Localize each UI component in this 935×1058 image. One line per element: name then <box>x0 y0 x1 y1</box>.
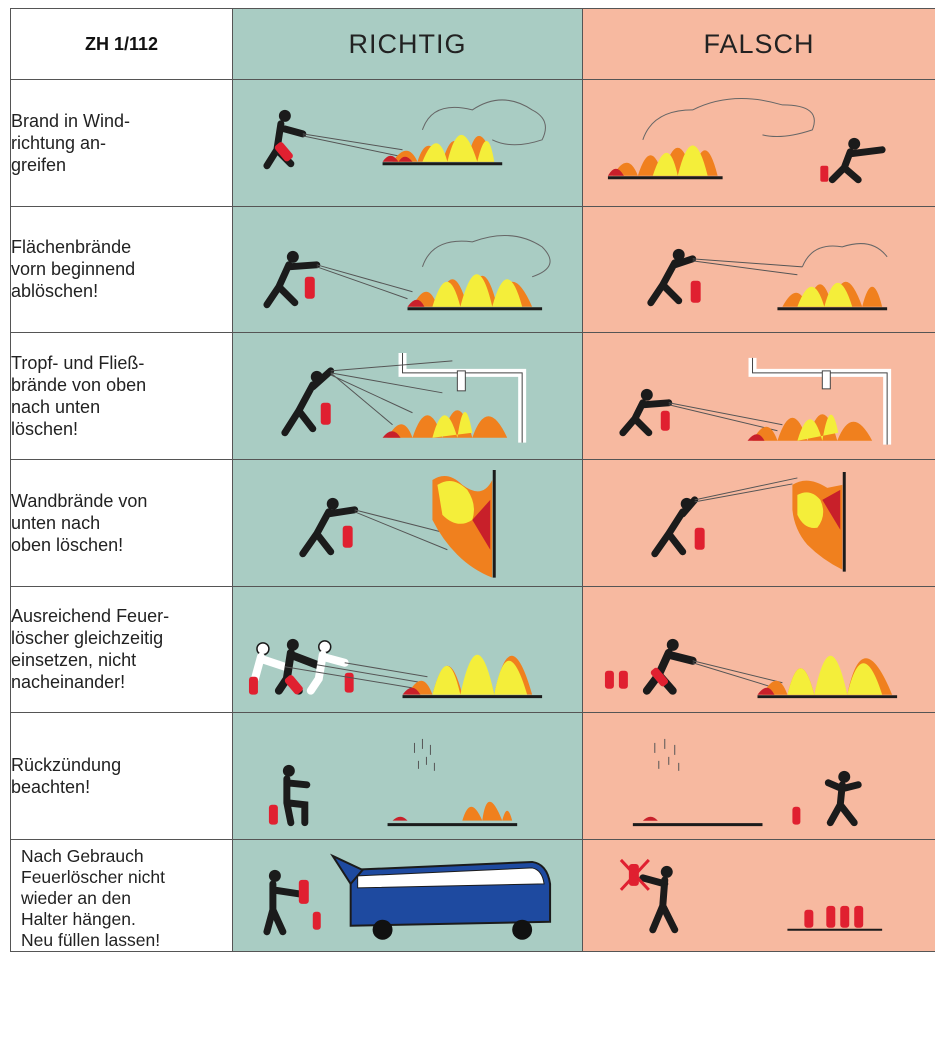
flame-icon <box>383 135 495 162</box>
illustration-right <box>233 206 583 333</box>
smoke-icon <box>414 739 434 771</box>
illustration-right <box>233 459 583 586</box>
illustration-wrong <box>583 206 935 333</box>
extinguisher-icon <box>840 906 849 928</box>
flame-icon <box>403 654 533 694</box>
instruction-sheet <box>10 8 935 1058</box>
table-row <box>11 586 935 713</box>
reignition-right-illustration <box>233 713 582 839</box>
dripping-fire-wrong-illustration <box>583 333 935 459</box>
table-row <box>11 713 935 840</box>
smoke-icon <box>422 100 545 145</box>
row-label: Tropf- und Fließ- brände von oben nach unten löschen! <box>11 333 233 460</box>
extinguisher-icon <box>313 912 321 930</box>
firefighter-icon <box>647 638 693 690</box>
extinguisher-icon <box>854 906 863 928</box>
illustration-wrong <box>583 459 935 586</box>
van-icon <box>333 856 550 940</box>
firefighter-icon <box>267 870 299 932</box>
table-row <box>11 333 935 460</box>
extinguisher-icon <box>343 526 353 548</box>
document-code: ZH 1/112 <box>11 9 233 80</box>
illustration-right <box>233 80 583 207</box>
pipe-icon <box>822 371 830 389</box>
wind-direction-wrong-illustration <box>583 80 935 206</box>
smoke-icon <box>422 235 550 276</box>
wall-fire-right-illustration <box>233 460 582 586</box>
flame-icon <box>758 655 893 694</box>
table-row <box>11 80 935 207</box>
flame-icon <box>432 476 492 578</box>
pipe-icon <box>457 371 465 391</box>
row-label: Nach Gebrauch Feuerlöscher nicht wieder an den Halter hängen. Neu füllen lassen! <box>11 839 233 951</box>
extinguisher-icon <box>249 676 258 694</box>
multiple-extinguishers-wrong-illustration <box>583 587 935 713</box>
row-label: Flächenbrände vorn beginnend ablöschen! <box>11 206 233 333</box>
extinguisher-icon <box>695 528 705 550</box>
extinguisher-icon <box>345 672 354 692</box>
extinguisher-icon <box>619 670 628 688</box>
extinguisher-icon <box>804 910 813 928</box>
row-label: Brand in Wind- richtung an- greifen <box>11 80 233 207</box>
illustration-wrong <box>583 333 935 460</box>
illustration-right <box>233 333 583 460</box>
reignition-wrong-illustration <box>583 713 935 839</box>
dripping-fire-right-illustration <box>233 333 582 459</box>
firefighter-icon <box>832 138 882 180</box>
refill-right-illustration <box>233 844 582 946</box>
firefighter-icon <box>643 866 675 930</box>
extinguisher-icon <box>820 166 828 182</box>
firefighter-icon <box>651 249 693 303</box>
surface-fire-wrong-illustration <box>583 207 935 333</box>
wall-fire-wrong-illustration <box>583 460 935 586</box>
firefighter-icon <box>828 771 858 823</box>
wind-direction-right-illustration <box>233 80 582 206</box>
flame-icon <box>792 481 842 570</box>
extinguisher-icon <box>661 411 670 431</box>
table-row <box>11 459 935 586</box>
illustration-wrong <box>583 586 935 713</box>
smoke-icon <box>643 99 815 140</box>
extinguisher-icon <box>792 807 800 825</box>
refill-wrong-illustration <box>583 844 935 946</box>
extinguisher-icon <box>269 805 278 825</box>
column-header-wrong: FALSCH <box>583 9 935 80</box>
row-label: Rückzündung beachten! <box>11 713 233 840</box>
extinguisher-icon <box>826 906 835 928</box>
table-row <box>11 839 935 951</box>
illustration-wrong <box>583 839 935 951</box>
smoke-icon <box>655 739 679 771</box>
firefighter-icon <box>283 765 307 823</box>
row-label: Wandbrände von unten nach oben löschen! <box>11 459 233 586</box>
extinguisher-icon <box>305 276 315 298</box>
flame-icon <box>608 145 718 175</box>
extinguisher-icon <box>321 403 331 425</box>
firefighter-icon <box>655 498 695 554</box>
extinguisher-icon <box>299 880 309 904</box>
table-row <box>11 206 935 333</box>
instruction-table <box>10 8 935 952</box>
row-label: Ausreichend Feuer- löscher gleichzeitig einsetzen, nicht nacheinander! <box>11 586 233 713</box>
extinguisher-icon <box>605 670 614 688</box>
flame-icon <box>782 281 882 306</box>
flame-icon <box>408 274 533 306</box>
flame-icon <box>748 415 873 441</box>
surface-fire-right-illustration <box>233 207 582 333</box>
header-row <box>11 9 935 80</box>
illustration-right <box>233 713 583 840</box>
flame-icon <box>383 411 508 438</box>
illustration-wrong <box>583 80 935 207</box>
multiple-extinguishers-right-illustration <box>233 587 582 713</box>
illustration-right <box>233 839 583 951</box>
extinguisher-icon <box>691 280 701 302</box>
smoke-icon <box>802 243 887 266</box>
flame-icon <box>393 802 513 821</box>
firefighter-icon <box>255 642 285 678</box>
illustration-wrong <box>583 713 935 840</box>
illustration-right <box>233 586 583 713</box>
column-header-right: RICHTIG <box>233 9 583 80</box>
